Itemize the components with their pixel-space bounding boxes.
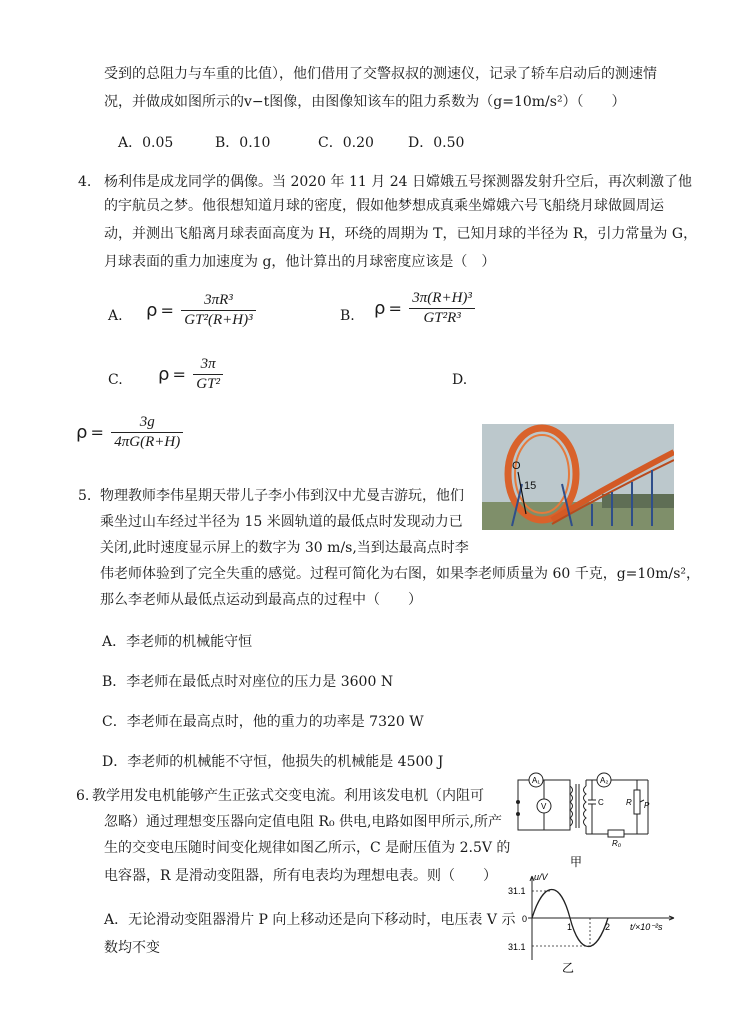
q4-option-c-formula: ρ = $\frac{3\pi}{\text{GT²}}$ (158, 356, 223, 393)
graph-ymax: 31.1 (508, 886, 526, 896)
q5-line3: 关闭,此时速度显示屏上的数字为 30 m/s,当到达最高点时李 (100, 540, 469, 556)
q4-option-d-label: D. (452, 372, 468, 388)
q6-line4: 电容器，R 是滑动变阻器，所有电表均为理想电表。则（ ） (104, 868, 497, 884)
graph-origin: 0 (522, 914, 528, 924)
q3-option-d: D．0.50 (408, 135, 465, 151)
graph-ylabel: u/V (534, 872, 548, 882)
q3-line1: 受到的总阻力与车重的比值），他们借用了交警叔叔的测速仪，记录了轿车启动后的测速情 (104, 66, 657, 82)
circuit-r0: R₀ (612, 839, 622, 848)
q4-option-d-formula: ρ = $\frac{3g}{4\pi G(R+H)}$ (76, 414, 183, 451)
q5-line5: 那么李老师从最低点运动到最高点的过程中（ ） (100, 592, 422, 608)
q4-line3: 动，并测出飞船离月球表面高度为 H，环绕的周期为 T，已知月球的半径为 R，引力常量为 G， (104, 226, 698, 242)
q5-option-b: B．李老师在最低点时对座位的压力是 3600 N (102, 674, 394, 690)
circuit-caption: 甲 (570, 855, 583, 868)
q6-number: 6. (76, 788, 90, 804)
q4-option-a-formula: ρ = $\frac{\text{3πR³}}{\text{GT²(R+H)³}}$ (146, 292, 256, 329)
q5-line2: 乘坐过山车经过半径为 15 米圆轨道的最低点时发现动力已 (100, 514, 463, 530)
q3-option-a: A．0.05 (118, 135, 174, 151)
q4-line2: 的宇航员之梦。他很想知道月球的密度，假如他梦想成真乘坐嫦娥六号飞船绕月球做圆周运 (104, 198, 664, 214)
q5-option-d: D．李老师的机械能不守恒，他损失的机械能是 4500 J (102, 754, 444, 770)
circuit-c: C (598, 798, 604, 807)
q4-line4: 月球表面的重力加速度为 g，他计算出的月球密度应该是（ ） (104, 254, 496, 270)
q6-option-a-line2: 数均不变 (104, 940, 160, 956)
q4-number: 4. (78, 174, 92, 190)
q4-option-b-label: B. (340, 308, 355, 324)
graph-caption: 乙 (562, 961, 575, 975)
q3-option-c: C．0.20 (318, 135, 374, 151)
q6-line2: 忽略）通过理想变压器向定值电阻 R₀ 供电,电路如图甲所示,所产 (104, 814, 502, 830)
circuit-p: P (644, 801, 650, 810)
voltage-graph (506, 870, 686, 976)
q4-line1: 杨利伟是成龙同学的偶像。当 2020 年 11 月 24 日嫦娥五号探测器发射升空后，再次刺激了他 (104, 174, 692, 190)
circuit-a1: A₁ (532, 776, 541, 785)
graph-t1: 1 (567, 922, 573, 932)
q3-line2: 况，并做成如图所示的v−t图像，由图像知该车的阻力系数为（g=10m/s²）（ ） (104, 94, 626, 110)
graph-t2: 2 (605, 922, 611, 932)
graph-ymin: 31.1 (508, 942, 526, 952)
q4-option-b-formula: ρ = $\frac{\text{3π(R+H)³}}{\text{GT²R³}}$ (374, 290, 475, 327)
q6-line1: 教学用发电机能够产生正弦式交变电流。利用该发电机（内阻可 (92, 788, 484, 804)
q3-option-b: B．0.10 (215, 135, 271, 151)
q5-line1: 物理教师李伟星期天带儿子李小伟到汉中尤曼吉游玩，他们 (100, 488, 464, 504)
q5-line4: 伟老师体验到了完全失重的感觉。过程可简化为右图，如果李老师质量为 60 千克，g=10m/s²， (100, 566, 701, 582)
q5-number: 5. (78, 488, 92, 504)
q5-option-a: A．李老师的机械能守恒 (102, 634, 253, 650)
q4-option-c-label: C. (108, 372, 123, 388)
circuit-v: V (541, 802, 547, 811)
photo-label-o: O (512, 460, 521, 472)
roller-coaster-photo (482, 424, 674, 530)
circuit-diagram (508, 772, 658, 868)
circuit-a2: A₂ (600, 776, 609, 785)
q4-option-a-label: A. (108, 308, 123, 324)
q5-option-c: C．李老师在最高点时，他的重力的功率是 7320 W (102, 714, 424, 730)
circuit-r: R (626, 798, 632, 807)
photo-label-15: 15 (524, 480, 537, 492)
q6-option-a-line1: A．无论滑动变阻器滑片 P 向上移动还是向下移动时，电压表 V 示 (104, 912, 516, 928)
q6-line3: 生的交变电压随时间变化规律如图乙所示，C 是耐压值为 2.5V 的 (104, 840, 511, 856)
graph-xlabel: t/×10⁻²s (630, 922, 663, 932)
